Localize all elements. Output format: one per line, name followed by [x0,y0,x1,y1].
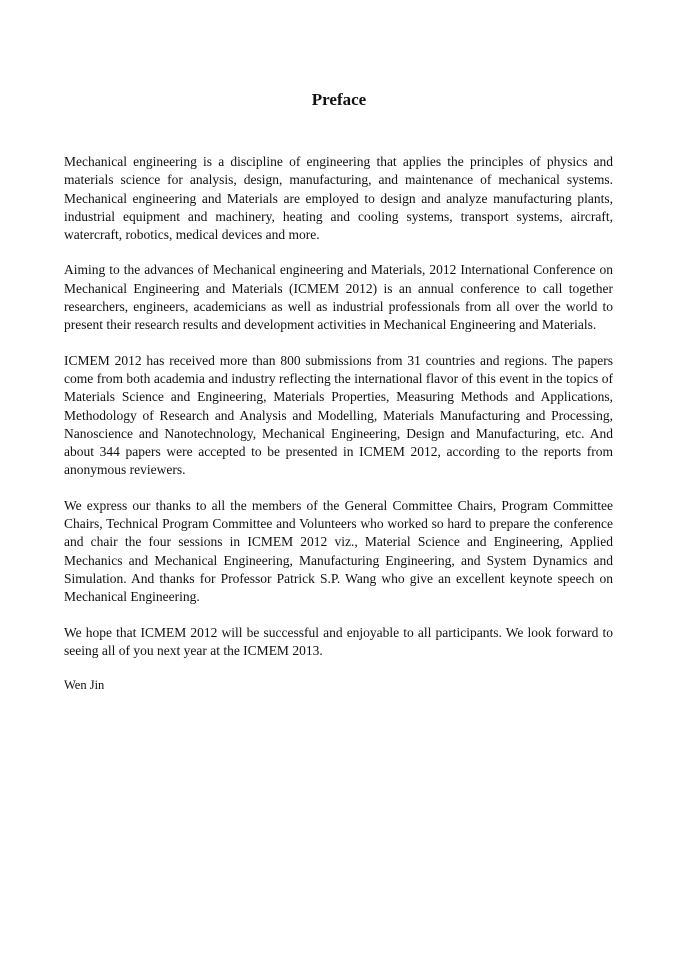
paragraph-closing: We hope that ICMEM 2012 will be successful and enjoyable to all participants. We look forward to seeing all of you next year at the ICMEM 2013. [64,624,613,658]
paragraph-intro: Mechanical engineering is a discipline of engineering that applies the principles of physics and materials science for analysis, design, manufacturing, and maintenance of mechanical systems. Mechanical engineering and Materials are employed to design and analyze manufacturing plants, industrial equipment and machinery, heating and cooling systems, transport systems, aircraft, watercraft, robotics, medical devices and more. [64,154,613,243]
paragraph-submissions: ICMEM 2012 has received more than 800 submissions from 31 countries and regions. The papers come from both academia and industry reflecting the international flavor of this event in the topics of Materials Science and Engineering, Materials Properties, Measuring Methods and Applications, Methodology of Research and Analysis and Modelling, Materials Manufacturing and Processing, Nanoscience and Nanotechnology, Mechanical Engineering, Design and Manufacturing, etc. And about 344 papers were accepted to be presented in ICMEM 2012, according to the reports from anonymous reviewers. [64,352,613,478]
signature: Wen Jin [64,678,105,693]
paragraph-conference: Aiming to the advances of Mechanical engineering and Materials, 2012 International Conference on Mechanical Engineering and Materials (ICMEM 2012) is an annual conference to call together researchers, engineers, academicians as well as industrial professionals from all over the world to present their research results and development activities in Mechanical Engineering and Materials. [64,262,613,333]
page-title: Preface [311,90,367,109]
preface-body [64,153,613,693]
paragraph-thanks: We express our thanks to all the members of the General Committee Chairs, Program Committee Chairs, Technical Program Committee and Volunteers who worked so hard to prepare the conference and chair the four sessions in ICMEM 2012 viz., Material Science and Engineering, Applied Mechanics and Mechanical Engineering, Manufacturing Engineering, and System Dynamics and Simulation. And thanks for Professor Patrick S.P. Wang who give an excellent keynote speech on Mechanical Engineering. [64,497,613,605]
